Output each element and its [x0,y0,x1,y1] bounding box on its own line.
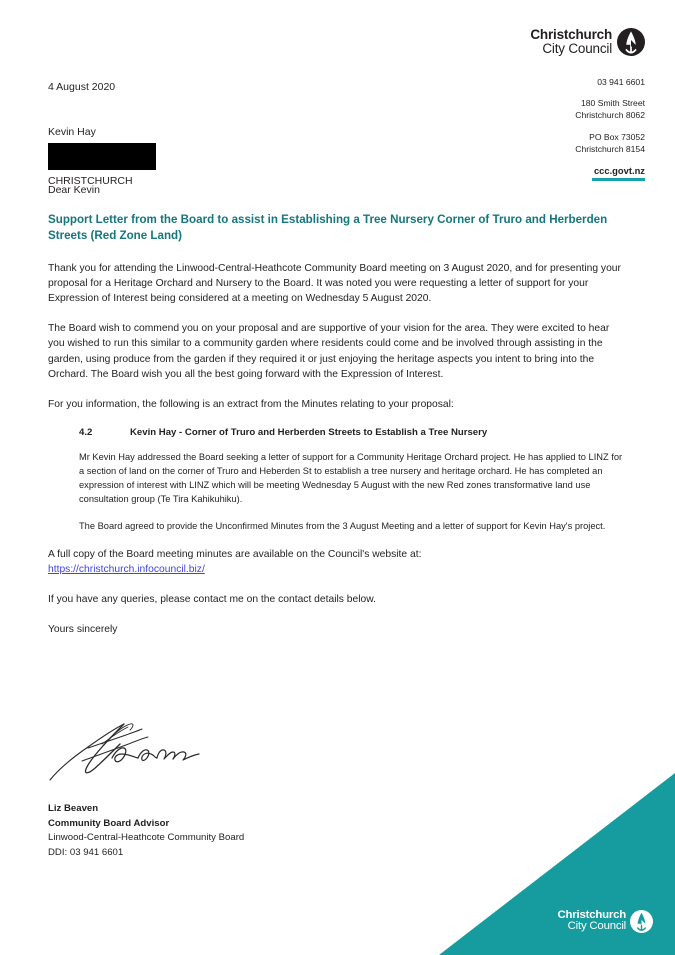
minutes-extract-number: 4.2 [79,426,93,438]
website-underline-rule [592,178,645,181]
minutes-extract-paragraph-2: The Board agreed to provide the Unconfirmed Minutes from the 3 August Meeting and a letter of support for Kevin Hay's project. [79,521,606,532]
contact-phone: 03 941 6601 [597,77,645,87]
letter-subject-heading: Support Letter from the Board to assist in Establishing a Tree Nursery Corner of Truro and Herberden Streets (Red Zone Land) [48,213,608,243]
letterhead-logo-line2: City Council [542,41,612,56]
letterhead-contact-block [425,76,645,181]
letter-paragraph-1: Thank you for attending the Linwood-Central-Heathcote Community Board meeting on 3 August 2020, and for presenting your proposal for a Heritage Orchard and Nursery to the Board. It was noted you were requesting a letter of support for your Expression of Interest being considered at a meeting on Wednesday 5 August 2020. [48,262,621,305]
letter-paragraph-3: For you information, the following is an extract from the Minutes relating to your proposal: [48,398,454,410]
minutes-link-paragraph [48,547,628,577]
minutes-extract-paragraph-1: Mr Kevin Hay addressed the Board seeking a letter of support for a Community Heritage Orchard project. He has applied to LINZ for a section of land on the corner of Truro and Heberden St to establish a tree nursery and heritage orchard. He has completed an expression of interest with LINZ which will be meeting Wednesday 5 August with the new Red zones transformative land use consultation group (Te Tira Kahikuhiku). [79,451,623,505]
contact-street-line1: 180 Smith Street [580,98,645,109]
ccc-circle-logo-icon [630,910,653,933]
contact-pobox-line1: PO Box 73052 [589,131,645,142]
signature-image [44,714,234,786]
contact-street-group [425,97,645,121]
signature-details-block [48,802,244,860]
footer-logo [558,910,654,933]
signoff-text: Yours sincerely [48,623,118,635]
minutes-link-intro: A full copy of the Board meeting minutes are available on the Council's website at: [48,548,422,560]
footer-logo-line2: City Council [567,920,626,933]
recipient-address-block [48,124,156,190]
redacted-address-line [48,143,156,170]
letter-date: 4 August 2020 [48,81,116,93]
minutes-extract-heading [48,427,628,438]
letter-body [48,212,628,652]
letter-paragraph-2: The Board wish to commend you on your proposal and are supportive of your vision for the area. They were excited to hear you wished to run this similar to a community garden where residents could come and be involved through assisting in the garden, using produce from the garden if they required it or just enjoying the heritage aspects you intent to bring into the Orchard. The Board wish you all the best going forward with the Expression of Interest. [48,323,610,380]
contact-pobox-line2: Christchurch 8154 [575,143,645,154]
letterhead-logo [530,28,645,56]
contact-pobox-group [425,131,645,155]
handwritten-signature-icon [44,714,234,786]
minutes-website-link[interactable]: https://christchurch.infocouncil.biz/ [48,563,205,575]
contact-website[interactable]: ccc.govt.nz [593,165,645,177]
recipient-city: CHRISTCHURCH [48,175,133,188]
signatory-title: Community Board Advisor [48,817,170,829]
signatory-board: Linwood-Central-Heathcote Community Board [48,832,245,844]
letterhead-logo-wordmark [530,28,612,56]
contact-street-line2: Christchurch 8062 [575,110,645,121]
footer-logo-wordmark [558,910,627,933]
footer-logo-line1: Christchurch [557,908,626,921]
minutes-extract-title: Kevin Hay - Corner of Truro and Herberden Streets to Establish a Tree Nursery [130,426,488,438]
signatory-ddi: DDI: 03 941 6601 [48,846,124,858]
queries-paragraph: If you have any queries, please contact me on the contact details below. [48,593,376,605]
recipient-name: Kevin Hay [48,126,96,138]
signatory-name: Liz Beaven [48,803,99,814]
contact-phone-group [425,76,645,88]
ccc-circle-logo-icon [617,28,645,56]
salutation: Dear Kevin [48,184,100,196]
letterhead-logo-line1: Christchurch [530,27,612,43]
